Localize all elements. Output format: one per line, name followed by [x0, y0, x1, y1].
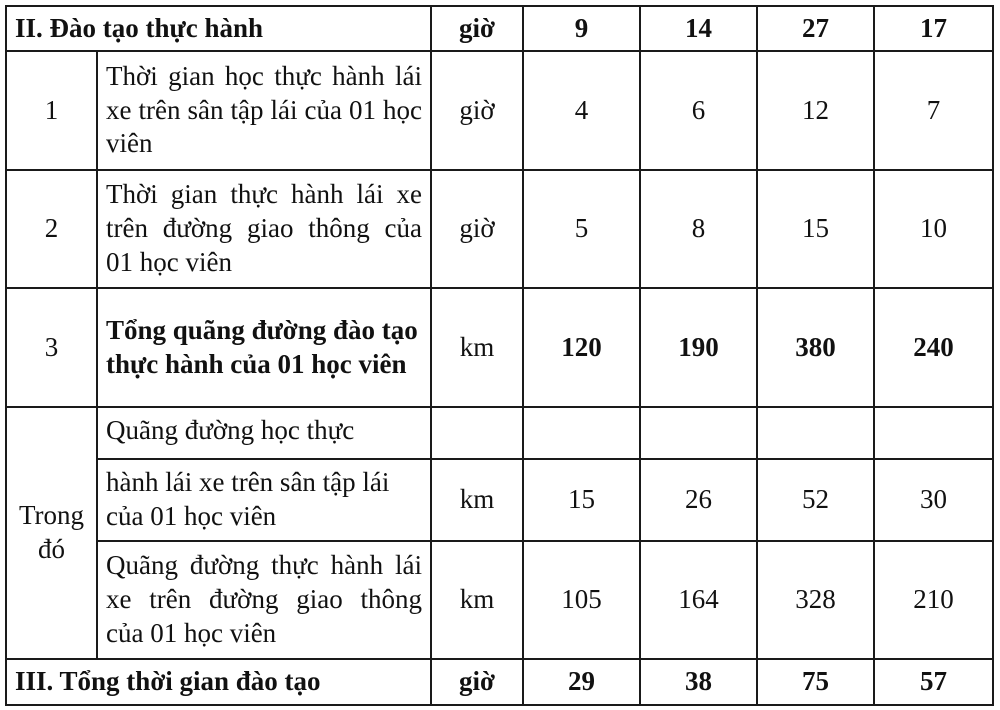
section-practical-row	[6, 6, 993, 51]
section-practical-unit: giờ	[431, 6, 523, 51]
row-value-3: 15	[757, 170, 874, 288]
breakdown-content-rest: hành lái xe trên sân tập lái của 01 học viên	[97, 459, 431, 541]
row-value-3: 12	[757, 51, 874, 170]
breakdown-content-line1: Quãng đường học thực	[97, 407, 431, 459]
row-index: 3	[6, 288, 97, 407]
section-total-value-2: 38	[640, 659, 757, 705]
empty-cell	[874, 407, 993, 459]
section-practical-value-1: 9	[523, 6, 640, 51]
section-total-title: III. Tổng thời gian đào tạo	[6, 659, 431, 705]
training-hours-table	[5, 5, 994, 706]
row-value-1: 15	[523, 459, 640, 541]
section-total-value-3: 75	[757, 659, 874, 705]
row-value-1: 5	[523, 170, 640, 288]
table-row	[6, 288, 993, 407]
row-value-2: 164	[640, 541, 757, 659]
table-row	[6, 459, 993, 541]
row-unit: km	[431, 459, 523, 541]
row-value-4: 30	[874, 459, 993, 541]
row-unit: giờ	[431, 170, 523, 288]
row-value-4: 240	[874, 288, 993, 407]
section-practical-value-3: 27	[757, 6, 874, 51]
section-total-unit: giờ	[431, 659, 523, 705]
breakdown-gap-row	[6, 407, 993, 459]
row-content: Quãng đường thực hành lái xe trên đường giao thông của 01 học viên	[97, 541, 431, 659]
section-total-value-1: 29	[523, 659, 640, 705]
section-total-row	[6, 659, 993, 705]
breakdown-label: Trong đó	[6, 407, 97, 659]
row-value-4: 210	[874, 541, 993, 659]
row-index: 2	[6, 170, 97, 288]
empty-cell	[431, 407, 523, 459]
table-row	[6, 51, 993, 170]
row-value-2: 26	[640, 459, 757, 541]
section-practical-title: II. Đào tạo thực hành	[6, 6, 431, 51]
row-index: 1	[6, 51, 97, 170]
table-row	[6, 541, 993, 659]
empty-cell	[523, 407, 640, 459]
row-value-4: 10	[874, 170, 993, 288]
row-value-2: 190	[640, 288, 757, 407]
empty-cell	[757, 407, 874, 459]
row-value-3: 328	[757, 541, 874, 659]
row-content: Thời gian học thực hành lái xe trên sân tập lái của 01 học viên	[97, 51, 431, 170]
row-content: Thời gian thực hành lái xe trên đường giao thông của 01 học viên	[97, 170, 431, 288]
row-value-1: 4	[523, 51, 640, 170]
row-content: Tổng quãng đường đào tạo thực hành của 01 học viên	[97, 288, 431, 407]
row-unit: km	[431, 288, 523, 407]
row-value-2: 6	[640, 51, 757, 170]
row-value-1: 120	[523, 288, 640, 407]
table-row	[6, 170, 993, 288]
row-unit: km	[431, 541, 523, 659]
row-value-3: 380	[757, 288, 874, 407]
row-value-1: 105	[523, 541, 640, 659]
section-total-value-4: 57	[874, 659, 993, 705]
row-value-3: 52	[757, 459, 874, 541]
section-practical-value-4: 17	[874, 6, 993, 51]
row-value-4: 7	[874, 51, 993, 170]
row-unit: giờ	[431, 51, 523, 170]
row-value-2: 8	[640, 170, 757, 288]
section-practical-value-2: 14	[640, 6, 757, 51]
empty-cell	[640, 407, 757, 459]
